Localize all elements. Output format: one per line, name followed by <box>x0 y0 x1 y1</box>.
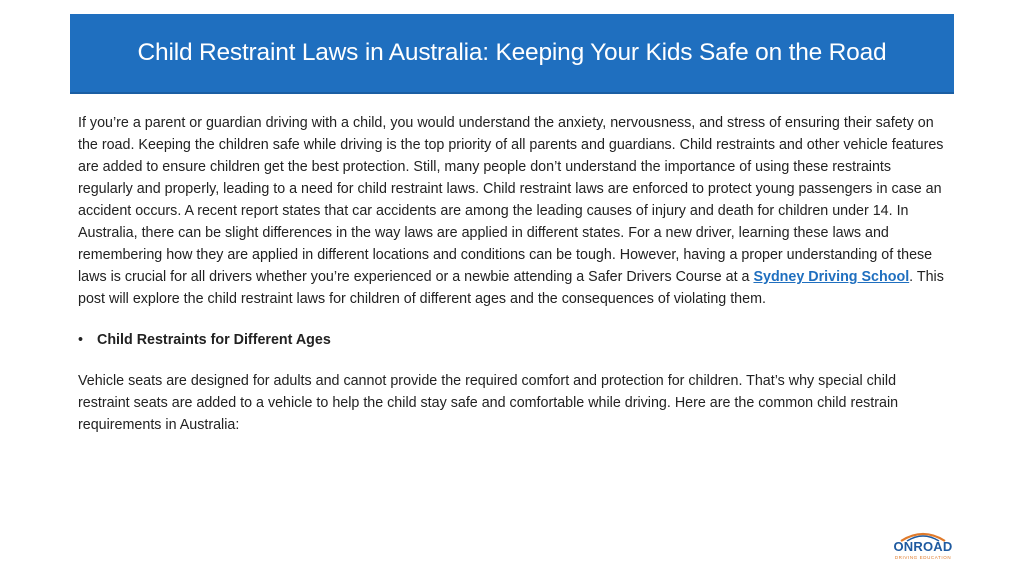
slide-header <box>70 14 954 94</box>
requirements-paragraph: Vehicle seats are designed for adults and cannot provide the required comfort and protection for children. That’s why special child restraint seats are added to a vehicle to help the child stay safe and comfortable while driving. Here are the common child restrain requirements in Australia: <box>78 373 899 433</box>
bullet-heading: Child Restraints for Different Ages <box>97 332 331 348</box>
intro-paragraph <box>78 112 946 310</box>
bullet-item <box>78 329 946 351</box>
logo-tagline: DRIVING EDUCATION <box>894 555 952 560</box>
logo-wordmark: ONROAD <box>893 539 953 554</box>
slide-body <box>78 112 946 436</box>
intro-text-before-link: If you’re a parent or guardian driving with a child, you would understand the anxiety, nervousness, and stress of ensuring their safety on the road. Keeping the children safe while driving is the top priority of all parents and guardians. Child restraints and other vehicle features are added to ensure children get the best protection. Still, many people don’t understand the importance of using these restraints regularly and properly, leading to a need for child restraint laws. Child restraint laws are enforced to protect young passengers in case an accident occurs. A recent report states that car accidents are among the leading causes of injury and death for children under 14. In Australia, there can be slight differences in the way laws are applied in different states. For a new driver, learning these laws and remembering how they are applied in different locations and conditions can be tough. However, having a proper understanding of these laws is crucial for all drivers whether you’re experienced or a newbie attending a Safer Drivers Course at a <box>78 115 944 285</box>
onroad-logo <box>884 530 962 564</box>
sydney-driving-school-link[interactable]: Sydney Driving School <box>753 269 910 285</box>
slide-title: Child Restraint Laws in Australia: Keeping Your Kids Safe on the Road <box>137 39 887 66</box>
intro-text-after-link: . This post will explore the child restraint laws for children of different ages and the consequences of violating them. <box>78 269 944 307</box>
bullet-icon: • <box>78 332 84 348</box>
